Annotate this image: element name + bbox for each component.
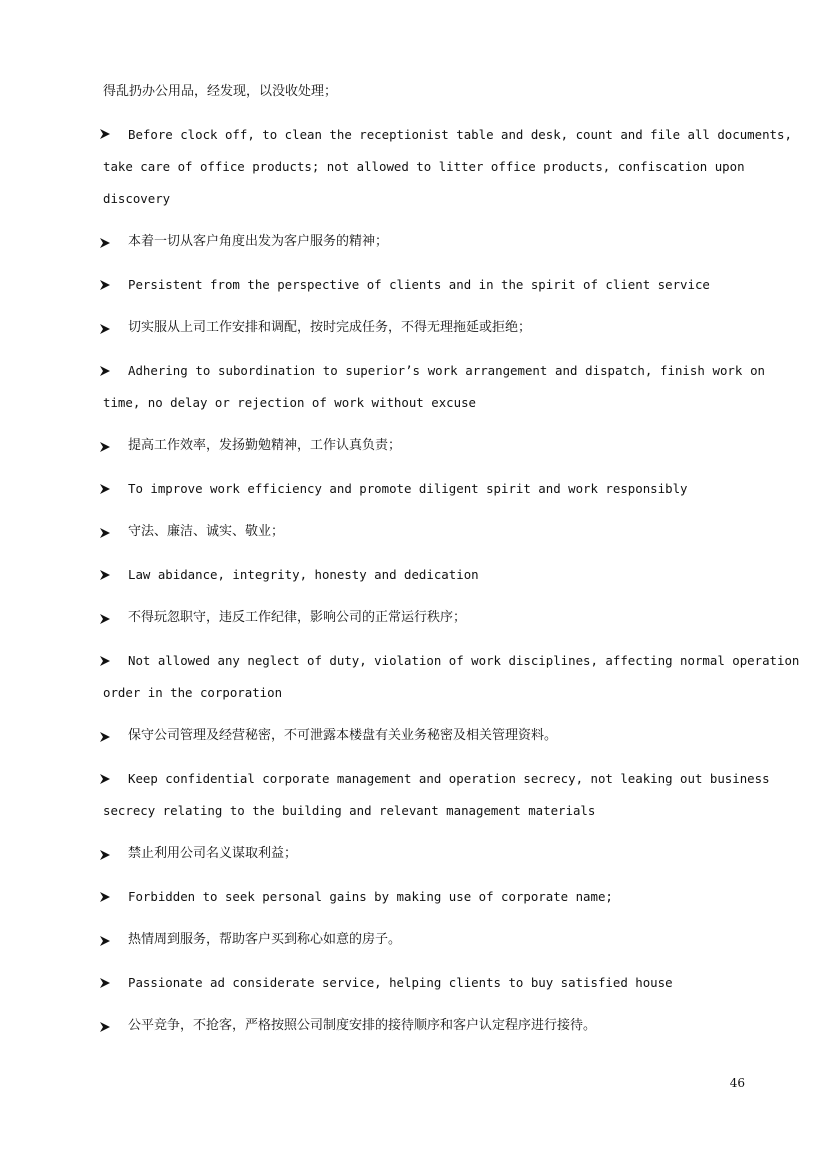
arrowhead-bullet-icon [99, 323, 111, 335]
list-item-text: 不得玩忽职守，违反工作纪律，影响公司的正常运行秩序； [128, 610, 467, 625]
list-item-text: Adhering to subordination to superior’s work arrangement and dispatch, finish work on [128, 363, 765, 378]
list-item-text: 守法、廉洁、诚实、敬业； [128, 524, 285, 539]
list-item-text: 切实服从上司工作安排和调配，按时完成任务，不得无理拖延或拒绝； [128, 320, 532, 335]
list-item-text: Persistent from the perspective of clients and in the spirit of client service [128, 277, 710, 292]
list-item-text: Forbidden to seek personal gains by making use of corporate name; [128, 889, 613, 904]
list-item-text: secrecy relating to the building and relevant management materials [103, 803, 596, 818]
arrowhead-bullet-icon [99, 731, 111, 743]
list-item-text: time, no delay or rejection of work without excuse [103, 395, 476, 410]
arrowhead-bullet-icon [99, 237, 111, 249]
list-item-text: 提高工作效率，发扬勤勉精神，工作认真负责； [128, 438, 402, 453]
arrowhead-bullet-icon [99, 128, 111, 140]
list-item-text: discovery [103, 191, 171, 206]
arrowhead-bullet-icon [99, 849, 111, 861]
list-item-text: Not allowed any neglect of duty, violation of work disciplines, affecting normal operation [128, 653, 800, 668]
arrowhead-bullet-icon [99, 977, 111, 989]
list-item-text: take care of office products; not allowed to litter office products, confiscation upon [103, 159, 745, 174]
list-item-text: To improve work efficiency and promote diligent spirit and work responsibly [128, 481, 688, 496]
list-item-text: 本着一切从客户角度出发为客户服务的精神； [128, 234, 389, 249]
list-item-text: 公平竞争，不抢客，严格按照公司制度安排的接待顺序和客户认定程序进行接待。 [128, 1018, 597, 1033]
arrowhead-bullet-icon [99, 441, 111, 453]
list-item-text: Passionate ad considerate service, helping clients to buy satisfied house [128, 975, 673, 990]
list-item-text: 禁止利用公司名义谋取利益； [128, 846, 298, 861]
arrowhead-bullet-icon [99, 891, 111, 903]
list-item-text: 保守公司管理及经营秘密，不可泄露本楼盘有关业务秘密及相关管理资料。 [128, 728, 558, 743]
arrowhead-bullet-icon [99, 279, 111, 291]
arrowhead-bullet-icon [99, 527, 111, 539]
arrowhead-bullet-icon [99, 483, 111, 495]
arrowhead-bullet-icon [99, 365, 111, 377]
arrowhead-bullet-icon [99, 569, 111, 581]
arrowhead-bullet-icon [99, 773, 111, 785]
arrowhead-bullet-icon [99, 613, 111, 625]
arrowhead-bullet-icon [99, 1021, 111, 1033]
list-item-text: Law abidance, integrity, honesty and dedication [128, 567, 479, 582]
continuation-text: 得乱扔办公用品，经发现，以没收处理； [103, 84, 338, 99]
list-item-text: 热情周到服务，帮助客户买到称心如意的房子。 [128, 932, 402, 947]
list-item-text: Before clock off, to clean the receptionist table and desk, count and file all documents, [128, 127, 792, 142]
list-item-text: order in the corporation [103, 685, 283, 700]
arrowhead-bullet-icon [99, 935, 111, 947]
arrowhead-bullet-icon [99, 655, 111, 667]
page-number: 46 [729, 1076, 745, 1090]
list-item-text: Keep confidential corporate management and operation secrecy, not leaking out business [128, 771, 770, 786]
